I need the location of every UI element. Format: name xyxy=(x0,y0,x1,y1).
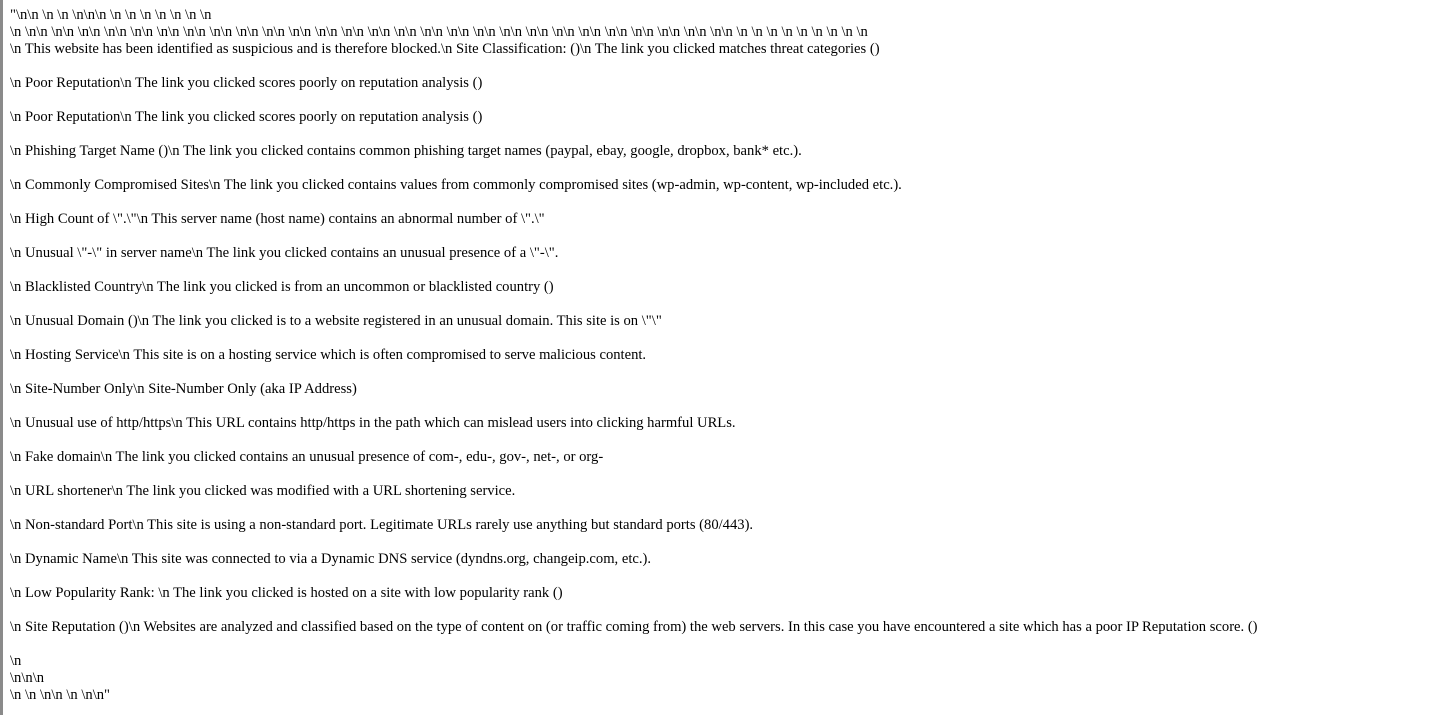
threat-item: \n URL shortener\n The link you clicked was modified with a URL shortening service. xyxy=(10,483,516,499)
threat-item: \n Poor Reputation\n The link you clicked scores poorly on reputation analysis () xyxy=(10,109,483,125)
threat-item: \n Site Reputation ()\n Websites are analyzed and classified based on the type of content on (or traffic coming from) the web servers. In this case you have encountered a site which has a poor IP Reputation score. () xyxy=(10,619,1258,635)
raw-response-text xyxy=(10,7,1437,704)
threat-item: \n High Count of \".\"\n This server name (host name) contains an abnormal number of \".\" xyxy=(10,211,545,227)
threat-item: \n Hosting Service\n This site is on a hosting service which is often compromised to serve malicious content. xyxy=(10,347,647,363)
threat-item: \n Unusual Domain ()\n The link you clicked is to a website registered in an unusual domain. This site is on \"\" xyxy=(10,313,662,329)
threat-item: \n Low Popularity Rank: \n The link you clicked is hosted on a site with low popularity rank () xyxy=(10,585,563,601)
footer-line: \n\n\n xyxy=(10,670,45,686)
threat-item: \n Unusual use of http/https\n This URL contains http/https in the path which can mislead users into clicking harmful URLs. xyxy=(10,415,736,431)
threat-item: \n Fake domain\n The link you clicked contains an unusual presence of com-, edu-, gov-, net-, or org- xyxy=(10,449,604,465)
threat-item: \n Poor Reputation\n The link you clicked scores poorly on reputation analysis () xyxy=(10,75,483,91)
threat-item: \n Non-standard Port\n This site is using a non-standard port. Legitimate URLs rarely use anything but standard ports (80/443). xyxy=(10,517,754,533)
threat-item: \n Blacklisted Country\n The link you clicked is from an uncommon or blacklisted country () xyxy=(10,279,554,295)
header-line: "\n\n \n \n \n\n\n \n \n \n \n \n \n \n xyxy=(10,7,212,23)
blocked-notice: \n This website has been identified as suspicious and is therefore blocked.\n Site Classification: ()\n The link you clicked matches threat categories () xyxy=(10,41,880,57)
left-border xyxy=(0,0,3,715)
header-line: \n \n\n \n\n \n\n \n\n \n\n \n\n \n\n \n\n \n\n \n\n \n\n \n\n \n\n \n\n \n\n \n\n \n\n \n\n \n\n \n\n \n\n \n\n \n\n \n\n \n\n \n\n \n\n \n \n \n \n \n \n \n \n \n xyxy=(10,24,868,40)
threat-item: \n Commonly Compromised Sites\n The link you clicked contains values from commonly compromised sites (wp-admin, wp-content, wp-included etc.). xyxy=(10,177,902,193)
threat-item: \n Phishing Target Name ()\n The link you clicked contains common phishing target names (paypal, ebay, google, dropbox, bank* etc.). xyxy=(10,143,802,159)
footer-line: \n \n \n\n \n \n\n" xyxy=(10,687,111,703)
trailing-line: \n xyxy=(10,653,22,669)
threat-item: \n Site-Number Only\n Site-Number Only (aka IP Address) xyxy=(10,381,357,397)
threat-item: \n Unusual \"-\" in server name\n The link you clicked contains an unusual presence of a \"-\". xyxy=(10,245,559,261)
threat-item: \n Dynamic Name\n This site was connected to via a Dynamic DNS service (dyndns.org, changeip.com, etc.). xyxy=(10,551,652,567)
